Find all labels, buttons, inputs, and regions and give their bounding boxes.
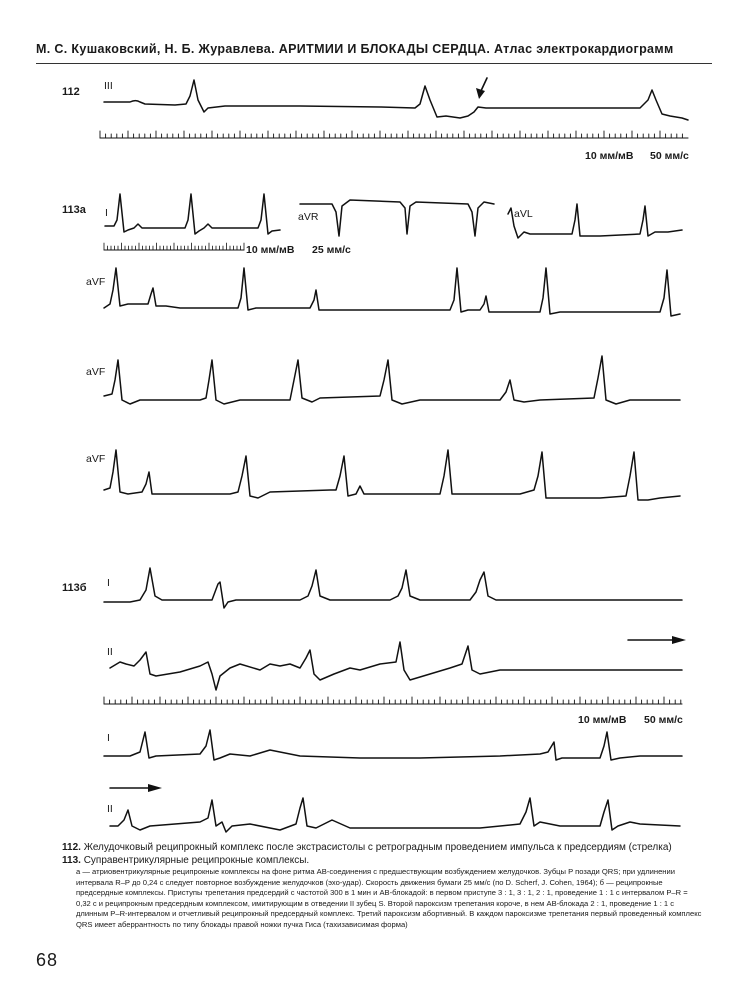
figure-label-113a: 113а bbox=[62, 204, 86, 216]
ecg-trace-113b-i-2 bbox=[104, 730, 682, 760]
ecg-trace-113b-ii-1 bbox=[110, 642, 682, 690]
caption-113-detail: а — атриовентрикулярные реципрокные комплексы на фоне ритма АВ-соединения с предшествующим возбуждением желудочков. Зубцы P позади QRS; при удлинении интервала R–P до 0,24 с следует повторное возбуждение желудочков (эхо-удар). Скорость движения бумаги 25 мм/с (по D. Scherf, J. Cohen, 1964); б — реципрокные предсердные комплексы. Приступы трепетания предсердий с частотой 300 в 1 мин и АВ-блокадой: в первом приступе 3 : 1, 3 : 1, 2 : 1, проведение 1 : 1 с интервалом P–R = 0,32 с и реципрокным предсердным комплексом, имитирующим в отведении II зубец S. Второй пароксизм трепетания короче, в нем АВ-блокада 2 : 1, проведение 1 : 1 с длинным P–R-интервалом и отчетливый реципрокный предсердный комплекс. Третий пароксизм абортивный. В каждом пароксизме трепетания первый проведенный комплекс QRS имеет аберрантность по типу блокады правой ножки пучка Гиса (тахизависимая форма) bbox=[76, 867, 702, 929]
ecg-trace-113a-avl bbox=[508, 204, 682, 238]
ecg-trace-aVF-2 bbox=[104, 356, 680, 404]
ecg-trace-aVF-3 bbox=[104, 450, 680, 500]
figure-label-112: 112 bbox=[62, 86, 80, 98]
scale-mv-113a: 10 мм/мВ bbox=[246, 244, 295, 256]
ecg-trace-112-iii bbox=[104, 80, 688, 120]
lead-label-i-2: I bbox=[107, 732, 110, 744]
caption-113-text: Суправентрикулярные реципрокные комплексы. bbox=[83, 854, 310, 866]
figure-caption bbox=[62, 842, 702, 931]
lead-label-avr: aVR bbox=[298, 211, 319, 223]
lead-label-avf-3: aVF bbox=[86, 453, 106, 465]
caption-113-number: 113. bbox=[62, 854, 81, 866]
lead-label-ii-1: II bbox=[107, 646, 113, 658]
ecg-trace-113a-avr bbox=[300, 200, 494, 236]
figure-label-113b: 113б bbox=[62, 582, 87, 594]
ecg-trace-113b-i-1 bbox=[104, 568, 682, 608]
ruler-ticks-113b bbox=[104, 697, 681, 704]
lead-label-avf-2: aVF bbox=[86, 366, 106, 378]
running-header: М. С. Кушаковский, Н. Б. Журавлева. АРИТМИИ И БЛОКАДЫ СЕРДЦА. Атлас электрокардиограмм bbox=[36, 42, 674, 56]
lead-label-i: I bbox=[105, 207, 108, 219]
caption-112-number: 112. bbox=[62, 842, 81, 853]
lead-label-iii: III bbox=[104, 80, 113, 92]
scale-speed-112: 50 мм/с bbox=[650, 150, 689, 162]
lead-label-avf-1: aVF bbox=[86, 276, 106, 288]
caption-113 bbox=[62, 855, 702, 868]
caption-112 bbox=[62, 842, 702, 855]
ecg-trace-113a-i bbox=[105, 194, 280, 234]
scale-mv-112: 10 мм/мВ bbox=[585, 150, 634, 162]
ecg-trace-113b-ii-2 bbox=[110, 798, 680, 832]
caption-112-text: Желудочковый реципрокный комплекс после экстрасистолы с ретроградным проведением импульса к предсердиям (стрелка) bbox=[83, 842, 672, 853]
scale-speed-113b: 50 мм/с bbox=[644, 714, 683, 726]
scale-mv-113b: 10 мм/мВ bbox=[578, 714, 627, 726]
ecg-trace-aVF-1 bbox=[104, 268, 680, 316]
lead-label-i-1: I bbox=[107, 577, 110, 589]
ruler-ticks-112 bbox=[100, 131, 682, 138]
lead-label-avl: aVL bbox=[514, 208, 533, 220]
ruler-ticks-113a bbox=[104, 243, 244, 250]
lead-label-ii-2: II bbox=[107, 803, 113, 815]
scale-speed-113a: 25 мм/с bbox=[312, 244, 351, 256]
page-number: 68 bbox=[36, 950, 59, 970]
